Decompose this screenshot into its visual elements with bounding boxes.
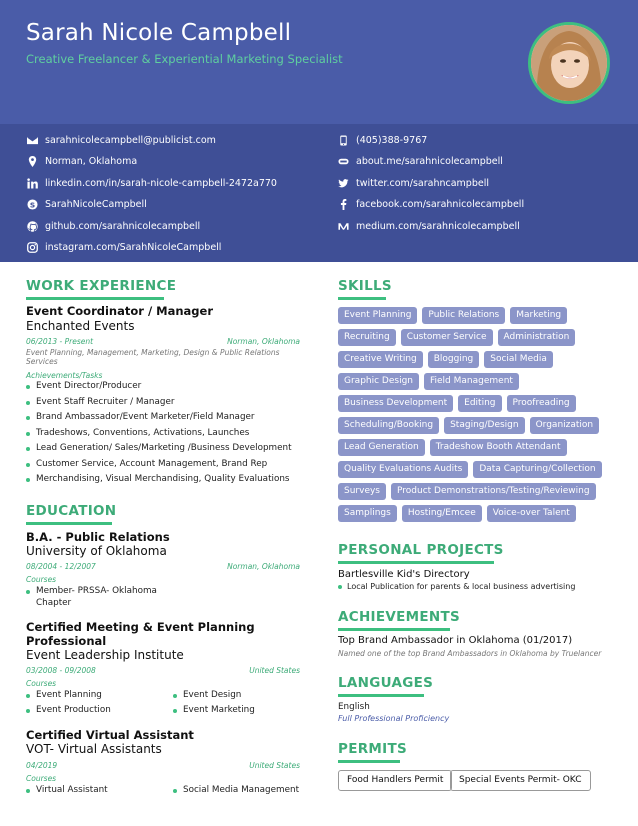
contact-aboutme-text: about.me/sarahnicolecampbell	[356, 155, 503, 167]
list-item: Event Marketing	[173, 705, 255, 715]
va-location: United States	[249, 761, 300, 770]
skill-tag: Scheduling/Booking	[338, 417, 439, 434]
skill-tag: Field Management	[424, 373, 519, 390]
job-location: Norman, Oklahoma	[227, 337, 300, 346]
cert-location: United States	[249, 666, 300, 675]
contact-panel	[0, 124, 638, 262]
list-item: Customer Service, Account Management, Brand Rep	[26, 459, 267, 469]
languages-underline	[338, 694, 424, 697]
resume-header	[0, 0, 638, 124]
cert-courses-label: Courses	[26, 679, 57, 688]
skill-tag: Tradeshow Booth Attendant	[430, 439, 567, 456]
achievement-note: Named one of the top Brand Ambassadors in Oklahoma by Truelancer	[338, 649, 602, 658]
job-organization: Enchanted Events	[26, 319, 135, 333]
facebook-icon	[337, 198, 349, 210]
degree-school: University of Oklahoma	[26, 544, 167, 558]
contact-email[interactable]	[26, 134, 216, 146]
project-title: Bartlesville Kid's Directory	[338, 569, 470, 580]
work-experience-underline	[26, 297, 164, 300]
list-item: Brand Ambassador/Event Marketer/Field Manager	[26, 412, 255, 422]
skill-tag: Surveys	[338, 483, 386, 500]
contact-skype[interactable]	[26, 198, 147, 210]
skill-tag: Recruiting	[338, 329, 396, 346]
education-heading: EDUCATION	[26, 503, 117, 519]
personal-projects-underline	[338, 561, 494, 564]
list-item: Lead Generation/ Sales/Marketing /Business Development	[26, 443, 292, 453]
skill-tag: Creative Writing	[338, 351, 423, 368]
contact-medium-text: medium.com/sarahnicolecampbell	[356, 220, 520, 232]
skill-tag: Graphic Design	[338, 373, 419, 390]
skill-tag: Staging/Design	[444, 417, 525, 434]
list-item: Event Staff Recruiter / Manager	[26, 397, 174, 407]
education-underline	[26, 522, 112, 525]
skills-underline	[338, 297, 386, 300]
job-description: Event Planning, Management, Marketing, Design & Public Relations Services	[26, 348, 280, 366]
skill-tag: Blogging	[428, 351, 480, 368]
list-item: Event Design	[173, 690, 241, 700]
contact-linkedin[interactable]	[26, 177, 277, 189]
skill-tag: Editing	[458, 395, 501, 412]
medium-icon	[337, 220, 349, 232]
language-name: English	[338, 702, 370, 712]
list-item: Tradeshows, Conventions, Activations, Launches	[26, 428, 249, 438]
skill-tag: Administration	[498, 329, 576, 346]
contact-phone[interactable]	[337, 134, 427, 146]
languages-heading: LANGUAGES	[338, 675, 434, 691]
va-organization: VOT- Virtual Assistants	[26, 742, 162, 756]
skill-tag: Organization	[530, 417, 600, 434]
skill-tag: Event Planning	[338, 307, 417, 324]
contact-facebook-text: facebook.com/sarahnicolecampbell	[356, 198, 525, 210]
job-title: Event Coordinator / Manager	[26, 304, 214, 318]
contact-github[interactable]	[26, 220, 200, 232]
skill-tag: Social Media	[484, 351, 553, 368]
skill-tag: Voice-over Talent	[487, 505, 576, 522]
list-item: Event Planning	[26, 690, 102, 700]
contact-twitter[interactable]	[337, 177, 489, 189]
phone-icon	[337, 134, 349, 146]
list-item: Member- PRSSA- Oklahoma Chapter	[26, 586, 166, 609]
skill-tag: Proofreading	[507, 395, 576, 412]
contact-instagram-text: instagram.com/SarahNicoleCampbell	[45, 241, 222, 253]
contact-facebook[interactable]	[337, 198, 524, 210]
degree-title: B.A. - Public Relations	[26, 530, 170, 544]
list-item: Virtual Assistant	[26, 785, 108, 795]
instagram-icon	[26, 241, 38, 253]
list-item: Merchandising, Visual Merchandising, Quality Evaluations	[26, 474, 290, 484]
achievements-underline	[338, 628, 450, 631]
contact-phone-text: (405)388-9767	[356, 134, 428, 146]
github-icon	[26, 220, 38, 232]
contact-instagram[interactable]	[26, 241, 221, 253]
location-pin-icon	[26, 155, 38, 167]
skill-tag: Product Demonstrations/Testing/Reviewing	[391, 483, 596, 500]
degree-dates: 08/2004 - 12/2007	[26, 562, 96, 571]
contact-github-text: github.com/sarahnicolecampbell	[45, 220, 201, 232]
job-tasks-label: Achievements/Tasks	[26, 371, 103, 380]
contact-location	[26, 155, 137, 167]
contact-linkedin-text: linkedin.com/in/sarah-nicole-campbell-2472a770	[45, 177, 277, 189]
va-courses-label: Courses	[26, 774, 57, 783]
skype-icon	[26, 198, 38, 210]
language-level: Full Professional Proficiency	[338, 714, 450, 723]
skill-tag: Data Capturing/Collection	[473, 461, 601, 478]
va-dates: 04/2019	[26, 761, 58, 770]
list-item: Social Media Management	[173, 785, 299, 795]
cert-title-line1: Certified Meeting & Event Planning	[26, 620, 255, 634]
cert-dates: 03/2008 - 09/2008	[26, 666, 96, 675]
project-bullet: Local Publication for parents & local business advertising	[338, 582, 575, 591]
svg-text:S: S	[29, 199, 35, 209]
permit-tag: Special Events Permit- OKC	[450, 770, 591, 791]
cert-organization: Event Leadership Institute	[26, 648, 184, 662]
envelope-icon	[26, 134, 38, 146]
contact-email-text: sarahnicolecampbell@publicist.com	[45, 134, 216, 146]
skill-tag: Customer Service	[401, 329, 493, 346]
achievements-heading: ACHIEVEMENTS	[338, 609, 461, 625]
work-experience-heading: WORK EXPERIENCE	[26, 278, 177, 294]
contact-location-text: Norman, Oklahoma	[45, 155, 138, 167]
personal-projects-heading: PERSONAL PROJECTS	[338, 542, 504, 558]
achievement-title: Top Brand Ambassador in Oklahoma (01/2017)	[338, 635, 573, 646]
skill-tag: Hosting/Emcee	[402, 505, 482, 522]
skill-tag: Samplings	[338, 505, 397, 522]
permits-heading: PERMITS	[338, 741, 408, 757]
degree-location: Norman, Oklahoma	[227, 562, 300, 571]
candidate-tagline: Creative Freelancer & Experiential Marketing Specialist	[26, 52, 343, 66]
list-item: Event Director/Producer	[26, 381, 141, 391]
permits-underline	[338, 760, 400, 763]
candidate-name: Sarah Nicole Campbell	[26, 20, 292, 46]
contact-aboutme[interactable]	[337, 155, 503, 167]
list-item: Event Production	[26, 705, 111, 715]
contact-medium[interactable]	[337, 220, 520, 232]
twitter-icon	[337, 177, 349, 189]
cert-title-line2: Professional	[26, 634, 107, 648]
linkedin-icon	[26, 177, 38, 189]
contact-skype-text: SarahNicoleCampbell	[45, 198, 147, 210]
skill-tag: Quality Evaluations Audits	[338, 461, 468, 478]
degree-courses-label: Courses	[26, 575, 57, 584]
job-dates: 06/2013 - Present	[26, 337, 94, 346]
permit-tag: Food Handlers Permit	[338, 770, 452, 791]
profile-photo-illustration	[531, 25, 607, 101]
skill-tag: Business Development	[338, 395, 453, 412]
skills-heading: SKILLS	[338, 278, 392, 294]
contact-twitter-text: twitter.com/sarahncampbell	[356, 177, 489, 189]
skill-tag: Public Relations	[422, 307, 505, 324]
skill-tag: Marketing	[510, 307, 567, 324]
skills-tag-list	[338, 307, 613, 522]
aboutme-icon	[337, 155, 349, 167]
profile-photo	[528, 22, 610, 104]
skill-tag: Lead Generation	[338, 439, 425, 456]
va-title: Certified Virtual Assistant	[26, 728, 194, 742]
